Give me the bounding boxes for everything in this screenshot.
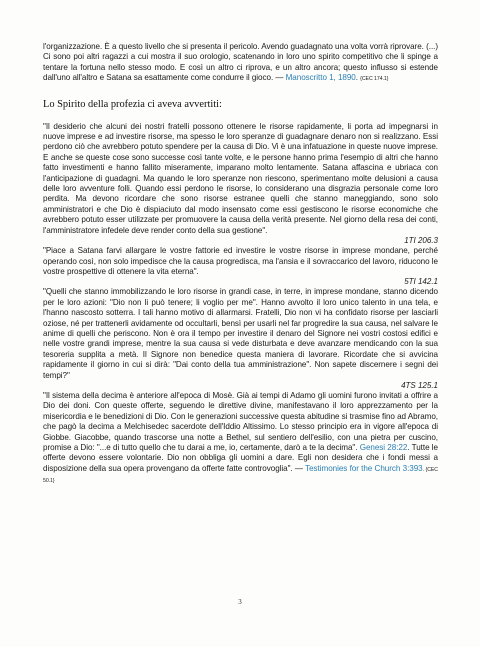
intro-paragraph: l'organizzazione. È a questo livello che si presenta il pericolo. Avendo guadagnato una volta vorrà riprovare. (...) Ci sono poi altri ragazzi a cui mostra il suo orologio, scatenando in loro uno spirito competitivo che li spinge a tentare la fortuna nello stesso modo. E così un altro ci riprova, e un altro ancora; questo influsso si estende dall'uno all'altro e Satana sa esattamente come condurre il gioco. — Manoscritto 1, 1890. {CEC 174.1} — [43, 42, 438, 83]
intro-text: l'organizzazione. È a questo livello che si presenta il pericolo. Avendo guadagnato una volta vorrà riprovare. (...) Ci sono poi altri ragazzi a cui mostra il suo orologio, scatenando in loro uno spirito competitivo che li spinge a tentare la fortuna nello stesso modo. E così un altro ci riprova, e un altro ancora; questo influsso si estende dall'uno all'altro e Satana sa esattamente come condurre il gioco. — — [43, 42, 438, 83]
quote-3: "Quelli che stanno immobilizzando le loro risorse in grandi case, in terre, in imprese mondane, stanno dicendo per le loro azioni: "Dio non li può tenere; li voglio per me". Hanno avvolto il loro unico talento in una tela, e l'hanno nascosto sotterra. I tali hanno motivo di allarmarsi. Fratelli, Dio non vi ha confidato risorse per lasciarli oziose, né per trattenerli avidamente od occultarli, bensì per usarli nel far progredire la sua causa, nel salvare le anime di quelli che periscono. Non è ora il tempo per investire il denaro del Signore nei vostri costosi edifici e nelle vostre grandi imprese, mentre la sua causa si vede disturbata e deve avanzare mendicando con la sua tesoreria supplita a metà. Il Signore non benedice questa maniera di lavorare. Ricordate che si avvicina rapidamente il giorno in cui si dirà: "Dai conto della tua amministrazione". Non sapete discernere i segni dei tempi?" — [43, 287, 438, 380]
quote-1-ref: 1TI 206.3 — [404, 236, 438, 246]
closing-ref: . {CEC 50.1} — [43, 466, 438, 485]
closing-text-1: "Il sistema della decima è anteriore all'epoca di Mosè. Già ai tempi di Adamo gli uomini furono invitati a offrire a Dio dei doni. Con queste offerte, seguendo le direttive divine, manifestavano il loro apprezzamento per la misericordia e le benedizioni di Dio. Con le generazioni successive questa abitudine si trasmise fino ad Abramo, che pagò la decima a Melchisedec sacerdote dell'Iddio Altissimo. Lo stesso principio era in vigore all'epoca di Giobbe. Giacobbe, quando trascorse una notte a Bethel, sul sentiero dell'esilio, con una pietra per cuscino, promise a Dio: "...e di tutto quello che tu darai a me, io, certamente, darò a te la decima". — [43, 390, 438, 452]
quote-1: "Il desiderio che alcuni dei nostri fratelli possono ottenere le risorse rapidamente, li porta ad impegnarsi in nuove imprese e ad investire risorse, ma spesso le loro speranze di guadagnare denaro non si realizzano. Essi perdono ciò che avrebbero potuto spendere per la causa di Dio. Vi è una infatuazione in queste nuove imprese. E anche se queste cose sono successe così tante volte, e le persone hanno prima l'esempio di altri che hanno fatto investimenti e hanno fallito miseramente, imparano molto lentamente. Satana affascina e ubriaca con l'anticipazione di guadagni. Ma quando le loro speranze non riescono, sperimentano molte delusioni a causa delle loro avventure folli. Quando essi perdono le risorse, lo considerano una disgrazia personale come loro perdita. Ma devono ricordare che sono risorse estranee quelli che stanno maneggiando, sono solo amministratori e che Dio è dispiaciuto dal modo insensato come essi gestiscono le risorse economiche che avrebbero potuto esser utilizzate per promuovere la causa della verità presente. Nel giorno della resa dei conti, l'amministratore infedele deve render conto della sua gestione". — [43, 121, 438, 235]
quote-2: "Piace a Satana farvi allargare le vostre fattorie ed investire le vostre risorse in imprese mondane, perché operando così, non solo impedisce che la causa progredisca, ma l'ansia e il sovraccarico del lavoro, riducono le vostre prospettive di ottenere la vita eterna". — [43, 246, 438, 276]
section-heading: Lo Spirito della profezia ci aveva avvertiti: — [43, 98, 222, 110]
closing-link-testimonies[interactable]: Testimonies for the Church 3:393 — [305, 463, 423, 473]
quote-3-ref: 4TS 125.1 — [401, 380, 438, 390]
intro-link[interactable]: Manoscritto 1, 1890 — [285, 73, 356, 83]
page-content — [43, 42, 438, 487]
closing-paragraph — [43, 391, 438, 487]
quote-2-ref: 5TI 142.1 — [404, 277, 438, 287]
page-number: 3 — [238, 598, 242, 606]
closing-text-2: . Tutte le offerte devono essere volontarie. Dio non obbliga gli uomini a dare. Egli non desidera che i fondi messi a disposizione della sua opera provengano da offerte fatte controvoglia". — — [43, 443, 438, 473]
intro-ref: {CEC 174.1} — [360, 76, 389, 83]
closing-link-genesis[interactable]: Genesi 28:22 — [359, 443, 408, 452]
